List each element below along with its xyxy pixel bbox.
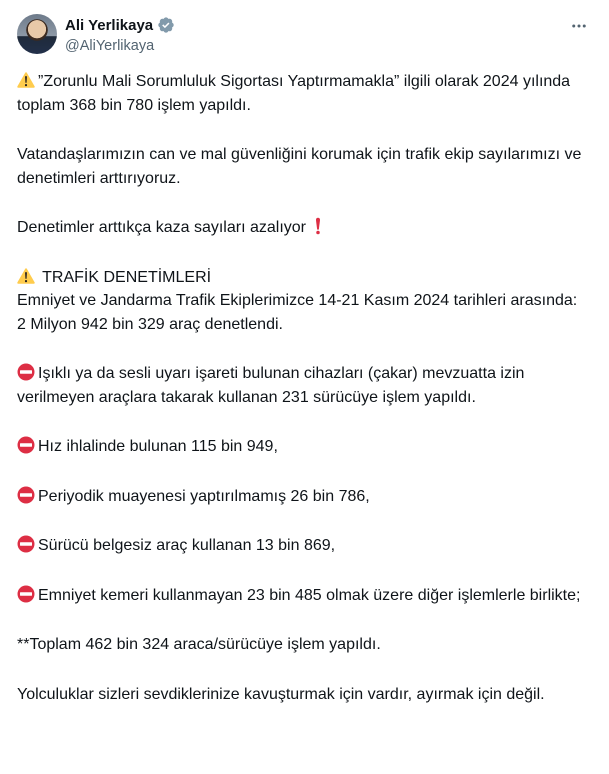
tweet-header: [15, 12, 595, 58]
traffic-line-1: Emniyet ve Jandarma Trafik Ekiplerimizce 14-21 Kasım 2024 tarihleri arasında:: [17, 292, 578, 309]
no-entry-icon: [17, 436, 35, 454]
display-name[interactable]: Ali Yerlikaya: [65, 16, 154, 34]
paragraph-1-text: ”Zorunlu Mali Sorumluluk Sigortası Yaptırmamakla” ilgili olarak 2024 yılında toplam 368 bin 780 işlem yapıldı.: [17, 73, 571, 114]
paragraph-3-text: Denetimler arttıkça kaza sayıları azalıyor: [17, 219, 306, 236]
bullet-1-text: Işıklı ya da sesli uyarı işareti bulunan cihazları (çakar) mevzuatta izin verilmeyen araçlara takarak kullanan 231 sürücüye işlem yapıldı.: [17, 365, 525, 406]
paragraph-6: Yolculuklar sizleri sevdiklerinize kavuşturmak için vardır, ayırmak için değil.: [17, 685, 545, 703]
warning-icon: [17, 71, 35, 89]
handle[interactable]: @AliYerlikaya: [65, 38, 155, 54]
name-row: [65, 14, 175, 36]
paragraph-2: Vatandaşlarımızın can ve mal güvenliğini korumak için trafik ekip sayılarımızı ve denetimleri arttırıyoruz.: [17, 146, 582, 187]
bullet-2-text: Hız ihlalinde bulunan 115 bin 949,: [38, 438, 278, 455]
bullet-4: [17, 534, 592, 558]
no-entry-icon: [17, 535, 35, 553]
warning-icon: [17, 267, 35, 285]
paragraph-4: [17, 266, 592, 337]
exclamation-icon: [309, 217, 327, 235]
traffic-title: TRAFİK DENETİMLERİ: [42, 268, 212, 286]
bullet-3-text: Periyodik muayenesi yaptırılmamış 26 bin 786,: [38, 487, 370, 505]
paragraph-1: [17, 70, 592, 117]
bullet-5: [17, 584, 592, 608]
paragraph-3: [17, 216, 592, 240]
no-entry-icon: [17, 363, 35, 381]
author-names: [65, 14, 175, 56]
bullet-4-text: Sürücü belgesiz araç kullanan 13 bin 869,: [38, 537, 336, 554]
bullet-3: [17, 485, 592, 509]
bullet-2: [17, 435, 592, 459]
verified-badge-icon: [157, 16, 175, 34]
tweet-text: [17, 70, 592, 706]
no-entry-icon: [17, 585, 35, 603]
bullet-1: [17, 362, 592, 409]
no-entry-icon: [17, 486, 35, 504]
more-options-icon[interactable]: [567, 14, 591, 38]
traffic-line-2: 2 Milyon 942 bin 329 araç denetlendi.: [17, 315, 283, 333]
traffic-title-row: [17, 266, 592, 290]
avatar[interactable]: [17, 14, 57, 54]
bullet-5-text: Emniyet kemeri kullanmayan 23 bin 485 olmak üzere diğer işlemlerle birlikte;: [38, 586, 581, 604]
paragraph-5: **Toplam 462 bin 324 araca/sürücüye işlem yapıldı.: [17, 636, 381, 653]
